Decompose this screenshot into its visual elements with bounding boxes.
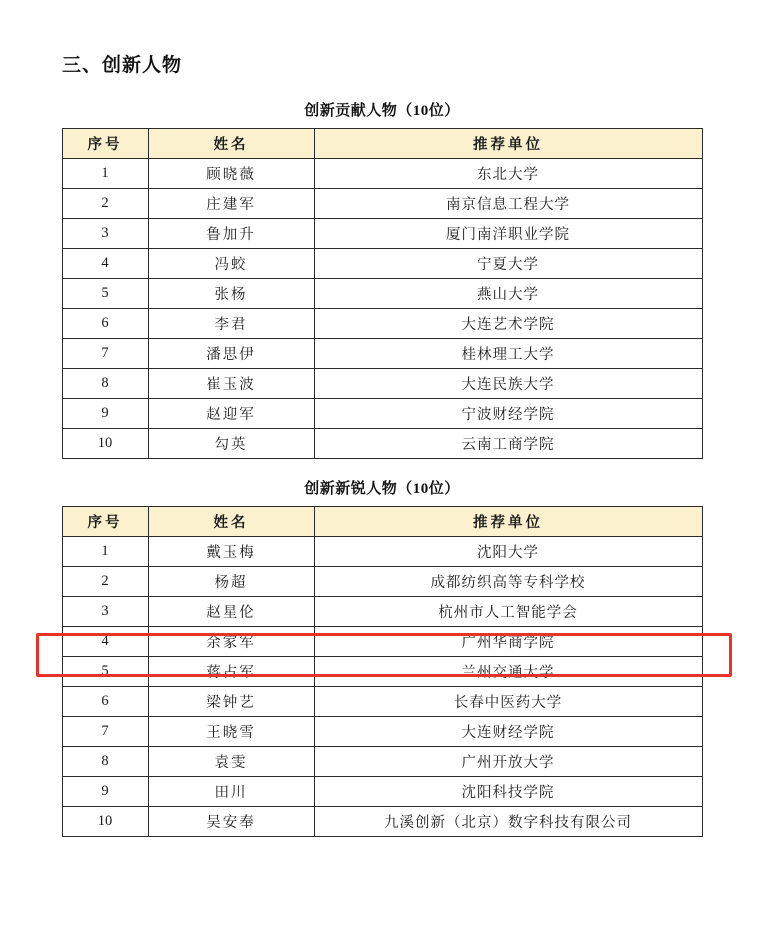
cell-name: 潘思伊 <box>148 339 314 369</box>
table-row <box>62 537 702 567</box>
cell-org: 云南工商学院 <box>314 429 702 459</box>
table-row <box>62 429 702 459</box>
table-row <box>62 747 702 777</box>
cell-name: 张杨 <box>148 279 314 309</box>
column-header-org: 推荐单位 <box>314 129 702 159</box>
table-row <box>62 717 702 747</box>
cell-index: 1 <box>62 537 148 567</box>
cell-name: 王晓雪 <box>148 717 314 747</box>
cell-name: 庄建军 <box>148 189 314 219</box>
page-title: 三、创新人物 <box>62 55 183 76</box>
cell-name: 李君 <box>148 309 314 339</box>
table-row <box>62 189 702 219</box>
cell-index: 10 <box>62 429 148 459</box>
table-row <box>62 309 702 339</box>
cell-org: 大连财经学院 <box>314 717 702 747</box>
contribution-people-table <box>62 128 703 459</box>
table-row <box>62 777 702 807</box>
cell-index: 5 <box>62 279 148 309</box>
cell-name: 田川 <box>148 777 314 807</box>
cell-index: 6 <box>62 687 148 717</box>
rising-star-people-table <box>62 506 703 837</box>
cell-index: 2 <box>62 567 148 597</box>
cell-org: 兰州交通大学 <box>314 657 702 687</box>
table-row <box>62 687 702 717</box>
cell-index: 3 <box>62 597 148 627</box>
cell-name: 杨超 <box>148 567 314 597</box>
cell-index: 4 <box>62 627 148 657</box>
cell-index: 6 <box>62 309 148 339</box>
table-title: 创新新锐人物（10位） <box>304 481 460 497</box>
cell-index: 4 <box>62 249 148 279</box>
cell-name: 赵星伦 <box>148 597 314 627</box>
column-header-name: 姓名 <box>148 507 314 537</box>
table-block-contribution <box>60 99 704 459</box>
cell-name: 顾晓薇 <box>148 159 314 189</box>
cell-index: 2 <box>62 189 148 219</box>
cell-index: 1 <box>62 159 148 189</box>
table-row <box>62 399 702 429</box>
table-row <box>62 339 702 369</box>
cell-org: 沈阳科技学院 <box>314 777 702 807</box>
table-block-rising-star <box>60 477 704 837</box>
cell-index: 7 <box>62 717 148 747</box>
column-header-index: 序号 <box>62 507 148 537</box>
cell-org: 大连民族大学 <box>314 369 702 399</box>
cell-name: 戴玉梅 <box>148 537 314 567</box>
column-header-index: 序号 <box>62 129 148 159</box>
cell-org: 大连艺术学院 <box>314 309 702 339</box>
table-row <box>62 249 702 279</box>
table-title: 创新贡献人物（10位） <box>304 103 460 119</box>
cell-index: 10 <box>62 807 148 837</box>
cell-org: 宁夏大学 <box>314 249 702 279</box>
cell-name: 蒋占军 <box>148 657 314 687</box>
cell-org: 长春中医药大学 <box>314 687 702 717</box>
cell-name: 赵迎军 <box>148 399 314 429</box>
cell-index: 5 <box>62 657 148 687</box>
cell-index: 3 <box>62 219 148 249</box>
cell-name: 吴安奉 <box>148 807 314 837</box>
cell-index: 9 <box>62 399 148 429</box>
cell-name: 余家军 <box>148 627 314 657</box>
cell-org: 桂林理工大学 <box>314 339 702 369</box>
table-row <box>62 657 702 687</box>
table-header-row <box>62 129 702 159</box>
cell-org: 成都纺织高等专科学校 <box>314 567 702 597</box>
cell-org: 沈阳大学 <box>314 537 702 567</box>
cell-org: 广州华商学院 <box>314 627 702 657</box>
column-header-org: 推荐单位 <box>314 507 702 537</box>
cell-org: 南京信息工程大学 <box>314 189 702 219</box>
table-row <box>62 597 702 627</box>
column-header-name: 姓名 <box>148 129 314 159</box>
cell-index: 8 <box>62 747 148 777</box>
cell-org: 厦门南洋职业学院 <box>314 219 702 249</box>
cell-name: 鲁加升 <box>148 219 314 249</box>
table-row <box>62 279 702 309</box>
cell-name: 崔玉波 <box>148 369 314 399</box>
cell-name: 勾英 <box>148 429 314 459</box>
table-row <box>62 159 702 189</box>
table-row <box>62 219 702 249</box>
table-header-row <box>62 507 702 537</box>
table-row-highlighted <box>62 627 702 657</box>
cell-org: 杭州市人工智能学会 <box>314 597 702 627</box>
cell-org: 宁波财经学院 <box>314 399 702 429</box>
cell-index: 8 <box>62 369 148 399</box>
table-row <box>62 369 702 399</box>
table-row <box>62 807 702 837</box>
cell-org: 广州开放大学 <box>314 747 702 777</box>
cell-org: 九溪创新（北京）数字科技有限公司 <box>314 807 702 837</box>
cell-org: 燕山大学 <box>314 279 702 309</box>
cell-name: 冯蛟 <box>148 249 314 279</box>
cell-org: 东北大学 <box>314 159 702 189</box>
cell-name: 袁雯 <box>148 747 314 777</box>
table-row <box>62 567 702 597</box>
cell-index: 9 <box>62 777 148 807</box>
cell-index: 7 <box>62 339 148 369</box>
cell-name: 梁钟艺 <box>148 687 314 717</box>
